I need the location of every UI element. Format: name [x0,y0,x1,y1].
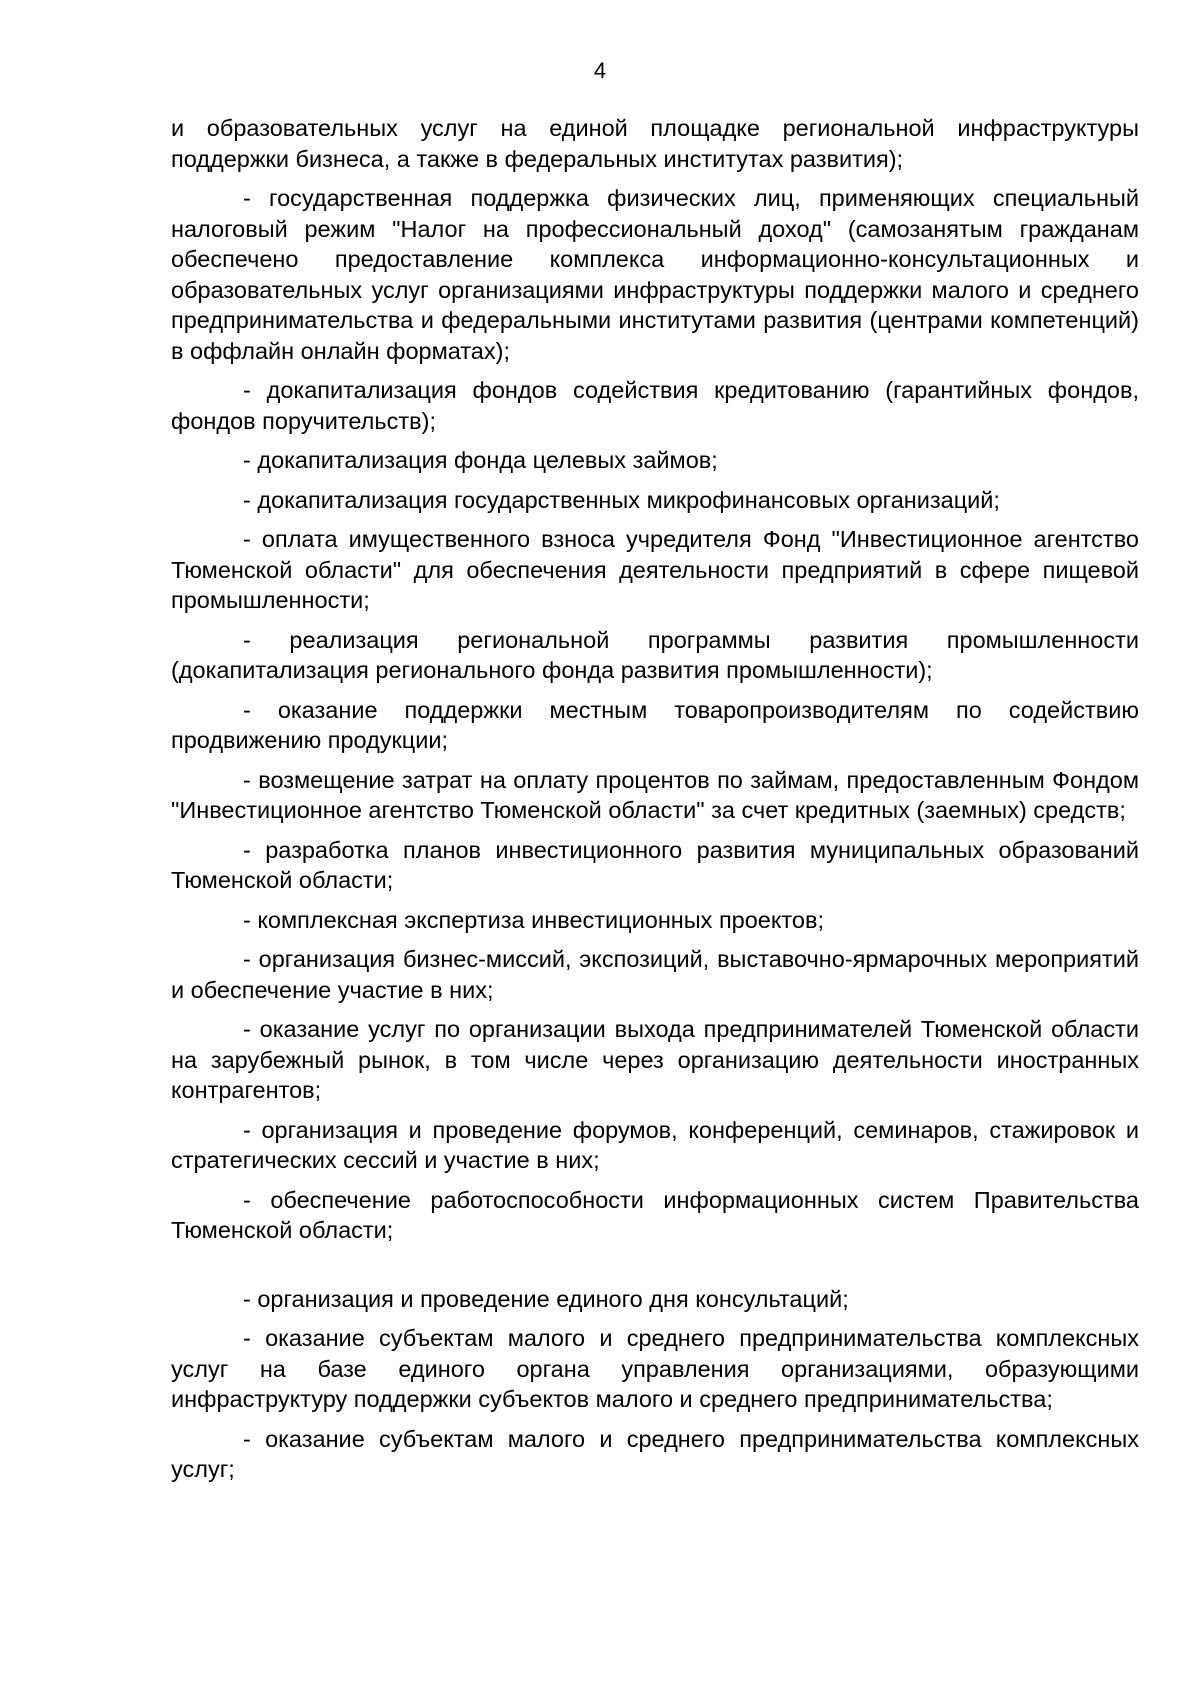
list-item-microfinance: - докапитализация государственных микрофинансовых организаций; [243,486,1000,513]
list-item-forums: - организация и проведение форумов, конференций, семинаров, стажировок и стратегических сессий и участие в них; [171,1116,1139,1173]
list-item-self-employed-support: - государственная поддержка физических лиц, применяющих специальный налоговый режим "Налог на профессиональный доход" (самозанятым гражданам обеспечено предоставление комплекса информационно-консультационных и образовательных услуг организациями инфраструктуры поддержки малого и среднего предпринимательства и федеральными институтами развития (центрами компетенций) в оффлайн онлайн форматах); [171,185,1139,364]
list-item-single-body-services: - оказание субъектам малого и среднего предпринимательства комплексных услуг на базе единого органа управления организациями, образующими инфраструктуру поддержки субъектов малого и среднего предпринимательства; [171,1325,1139,1412]
list-item-target-loan-fund: - докапитализация фонда целевых займов; [243,447,718,473]
paragraph-continuation: и образовательных услуг на единой площадке региональной инфраструктуры поддержки бизнеса, а также в федеральных институтах развития); [171,115,1139,172]
list-item-project-expertise: - комплексная экспертиза инвестиционных проектов; [243,906,825,933]
list-item-complex-services: - оказание субъектам малого и среднего предпринимательства комплексных услуг; [171,1425,1139,1482]
list-item-foreign-market: - оказание услуг по организации выхода предпринимателей Тюменской области на зарубежный рынок, в том числе через организацию деятельности иностранных контрагентов; [171,1016,1139,1103]
list-item-interest-compensation: - возмещение затрат на оплату процентов по займам, предоставленным Фондом "Инвестиционное агентство Тюменской области" за счет кредитных (заемных) средств; [171,766,1139,823]
list-item-business-missions: - организация бизнес-миссий, экспозиций, выставочно-ярмарочных мероприятий и обеспечение участие в них; [171,946,1139,1003]
page-number: 4 [593,58,607,83]
list-item-information-systems: - обеспечение работоспособности информационных систем Правительства Тюменской области; [171,1186,1139,1243]
list-item-guarantee-funds: - докапитализация фондов содействия кредитованию (гарантийных фондов, фондов поручительств); [171,377,1139,434]
list-item-industry-program: - реализация региональной программы развития промышленности (докапитализация регионального фонда развития промышленности); [171,626,1139,683]
document-body [171,113,1139,1494]
list-item-local-producers: - оказание поддержки местным товаропроизводителям по содействию продвижению продукции; [171,696,1139,753]
list-item-investment-plans: - разработка планов инвестиционного развития муниципальных образований Тюменской области; [171,836,1139,893]
list-item-consultation-day: - организация и проведение единого дня консультаций; [243,1285,849,1312]
list-item-investment-agency-contribution: - оплата имущественного взноса учредителя Фонд "Инвестиционное агентство Тюменской области" для обеспечения деятельности предприятий в сфере пищевой промышленности; [171,526,1139,613]
